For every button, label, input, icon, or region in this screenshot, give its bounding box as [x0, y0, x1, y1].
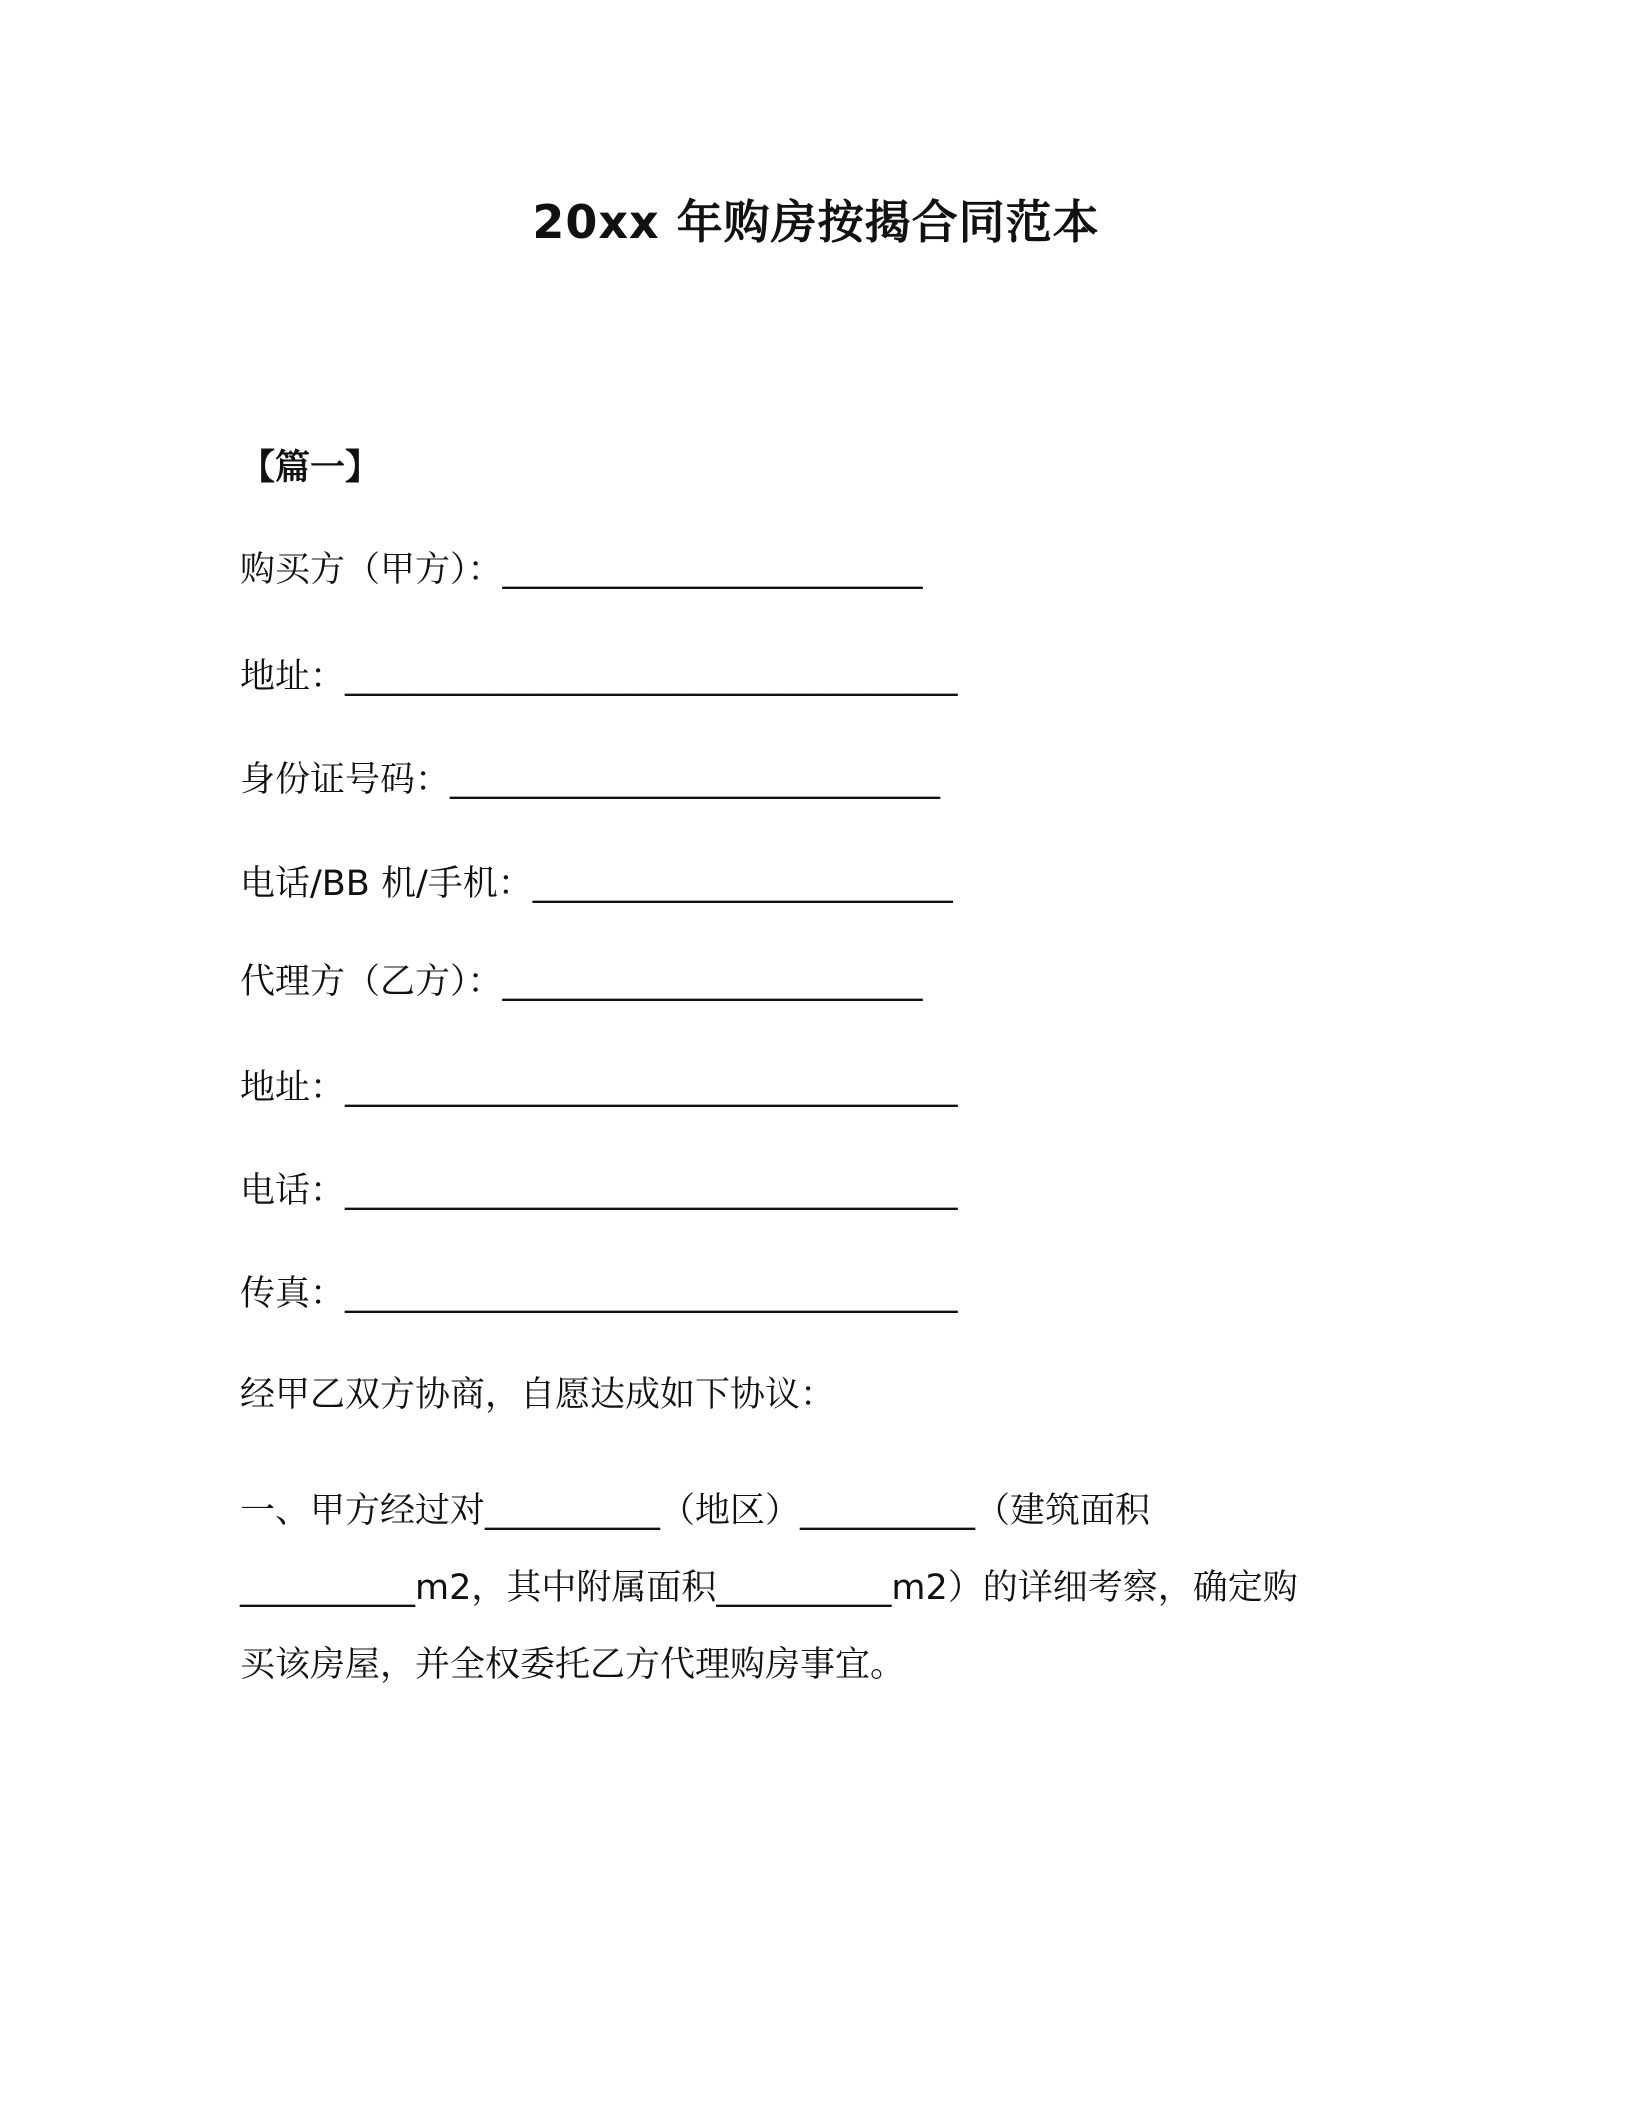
phone-mobile-field: 电话/BB 机/手机：________________________	[240, 864, 953, 904]
buyer-field: 购买方（甲方）：________________________	[240, 550, 923, 590]
section-heading: 【篇一】	[240, 448, 381, 488]
agent-field: 代理方（乙方）：________________________	[240, 962, 923, 1002]
document-title: 20xx 年购房按揭合同范本	[532, 195, 1100, 249]
clause-1	[240, 1473, 1400, 1704]
agreement-intro: 经甲乙双方协商，自愿达成如下协议：	[240, 1375, 836, 1415]
id-number-field: 身份证号码：____________________________	[240, 760, 941, 800]
agent-phone-field: 电话：___________________________________	[240, 1171, 958, 1211]
clause-1-line: __________m2，其中附属面积__________m2）的详细考察，确定购	[240, 1568, 1298, 1608]
buyer-address-field: 地址：___________________________________	[240, 657, 958, 697]
clause-1-line: 一、甲方经过对__________（地区）__________（建筑面积	[240, 1491, 1151, 1531]
clause-1-line: 买该房屋，并全权委托乙方代理购房事宜。	[240, 1645, 906, 1685]
agent-address-field: 地址：___________________________________	[240, 1068, 958, 1108]
fax-field: 传真：___________________________________	[240, 1274, 958, 1314]
